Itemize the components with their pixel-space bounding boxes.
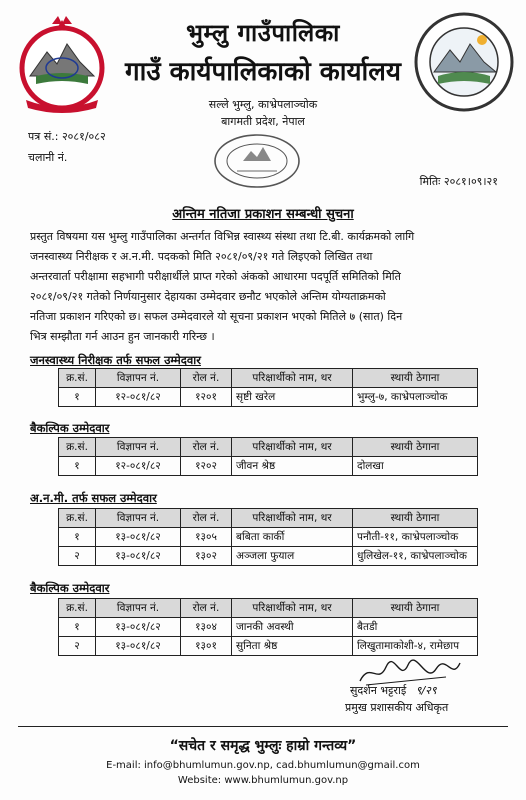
table-row xyxy=(59,528,478,547)
cell-name: अञ्जला फुयाल xyxy=(232,547,353,566)
letter-date: मितिः २०८१।०९।२१ xyxy=(419,175,498,188)
table-header-row xyxy=(59,509,478,528)
body-line: भित्र सम्झौता गर्न आउन हुन जानकारी गरिन्छ । xyxy=(30,330,215,343)
table-row xyxy=(59,457,478,476)
footer-slogan: “सचेत र समृद्ध भुम्लुः हाम्रो गन्तव्य” xyxy=(169,738,357,754)
results-table-alternate-1 xyxy=(58,437,478,476)
address-line-1: सल्ले भुम्लु, काभ्रेपलाञ्चोक xyxy=(208,98,318,111)
signatory-name xyxy=(350,683,437,698)
cell-serial: १ xyxy=(59,457,96,476)
cell-roll-no: १२०२ xyxy=(181,457,232,476)
section-heading-public-health-inspector: जनस्वास्थ्य निरीक्षक तर्फ सफल उम्मेदवार xyxy=(30,353,201,367)
cell-roll-no: १२०१ xyxy=(181,388,232,407)
section-heading-anm: अ.न.मी. तर्फ सफल उम्मेदवार xyxy=(30,491,157,505)
cell-name: जानकी अवस्थी xyxy=(232,618,353,637)
cell-address: लिखुतामाकोशी-४, रामेछाप xyxy=(353,637,478,656)
cell-address: भुम्लु-७, काभ्रेपलाञ्चोक xyxy=(353,388,478,407)
cell-address: धुलिखेल-११, काभ्रेपलाञ्चोक xyxy=(353,547,478,566)
cell-name: बबिता कार्की xyxy=(232,528,353,547)
notice-body xyxy=(30,227,498,347)
body-line: प्रस्तुत विषयमा यस भुम्लु गाउँपालिका अन्तर्गत विभिन्न स्वास्थ्य संस्था तथा टि.बी. कार्यक्रमको लागि xyxy=(30,230,415,243)
cell-roll-no: १३०४ xyxy=(181,618,232,637)
body-line: नतिजा प्रकाशन गरिएको छ। सफल उम्मेदवारले यो सूचना प्रकाशन भएको मितिले ७ (सात) दिन xyxy=(30,310,403,323)
col-roll-no: रोल नं. xyxy=(181,509,232,528)
office-stamp xyxy=(213,131,301,189)
cell-serial: २ xyxy=(59,547,96,566)
cell-advert-no: १३-०८१/८२ xyxy=(96,618,181,637)
cell-serial: १ xyxy=(59,528,96,547)
cell-advert-no: १३-०८१/८२ xyxy=(96,637,181,656)
table-header-row xyxy=(59,438,478,457)
body-line: जनस्वास्थ्य निरीक्षक र अ.न.मी. पदकको मिति २०८१/०९/२१ गते लिइएको लिखित तथा xyxy=(30,250,373,263)
section-heading-alternate-1: बैकल्पिक उम्मेदवार xyxy=(30,421,110,435)
cell-advert-no: १२-०८१/८२ xyxy=(96,388,181,407)
col-name: परिक्षार्थीको नाम, थर xyxy=(232,369,353,388)
table-row xyxy=(59,388,478,407)
cell-address: दोलखा xyxy=(353,457,478,476)
col-serial: क्र.सं. xyxy=(59,599,96,618)
cell-name: जीवन श्रेष्ठ xyxy=(232,457,353,476)
cell-address: बैतडी xyxy=(353,618,478,637)
cell-advert-no: १३-०८१/८२ xyxy=(96,528,181,547)
body-line: अन्तरवार्ता परीक्षामा सहभागी परीक्षार्थीले प्राप्त गरेको अंकको आधारमा पदपूर्ति समितिको मिति xyxy=(30,270,401,283)
col-serial: क्र.सं. xyxy=(59,509,96,528)
footer-email: E-mail: info@bhumlumun.gov.np, cad.bhumlumun@gmail.com xyxy=(106,760,420,771)
table-header-row xyxy=(59,369,478,388)
cell-name: सृष्टी खरेल xyxy=(232,388,353,407)
reference-number: पत्र सं.: २०८१/०८२ xyxy=(28,130,106,143)
cell-serial: २ xyxy=(59,637,96,656)
col-serial: क्र.सं. xyxy=(59,438,96,457)
col-advert-no: विज्ञापन नं. xyxy=(96,438,181,457)
signature-date: ९/२९ xyxy=(415,684,437,697)
results-table-alternate-2 xyxy=(58,598,478,656)
table-row xyxy=(59,618,478,637)
signatory-title: प्रमुख प्रशासकीय अधिकृत xyxy=(345,701,449,714)
office-subtitle: गाउँ कार्यपालिकाको कार्यालय xyxy=(125,57,401,87)
section-heading-alternate-2: बैकल्पिक उम्मेदवार xyxy=(30,581,110,595)
table-row xyxy=(59,547,478,566)
office-name: भुम्लु गाउँपालिका xyxy=(186,19,340,47)
cell-serial: १ xyxy=(59,388,96,407)
table-row xyxy=(59,637,478,656)
col-address: स्थायी ठेगाना xyxy=(353,509,478,528)
col-roll-no: रोल नं. xyxy=(181,599,232,618)
cell-address: पनौती-११, काभ्रेपलाञ्चोक xyxy=(353,528,478,547)
cell-advert-no: १२-०८१/८२ xyxy=(96,457,181,476)
col-advert-no: विज्ञापन नं. xyxy=(96,509,181,528)
col-name: परिक्षार्थीको नाम, थर xyxy=(232,599,353,618)
cell-roll-no: १३०१ xyxy=(181,637,232,656)
notice-title: अन्तिम नतिजा प्रकाशन सम्बन्धी सुचना xyxy=(172,207,354,222)
cell-roll-no: १३०५ xyxy=(181,528,232,547)
results-table-anm xyxy=(58,508,478,566)
cell-serial: १ xyxy=(59,618,96,637)
footer-website: Website: www.bhumlumun.gov.np xyxy=(177,775,349,786)
cell-name: सुनिता श्रेष्ठ xyxy=(232,637,353,656)
table-header-row xyxy=(59,599,478,618)
address-line-2: बागमती प्रदेश, नेपाल xyxy=(221,115,305,128)
col-name: परिक्षार्थीको नाम, थर xyxy=(232,509,353,528)
cell-roll-no: १३०२ xyxy=(181,547,232,566)
dispatch-number: चलानी नं. xyxy=(28,151,68,164)
col-address: स्थायी ठेगाना xyxy=(353,369,478,388)
signatory-name-text: सुदर्शन भट्टराई xyxy=(350,684,407,697)
col-roll-no: रोल नं. xyxy=(181,438,232,457)
footer-divider xyxy=(18,726,508,727)
col-address: स्थायी ठेगाना xyxy=(353,438,478,457)
col-address: स्थायी ठेगाना xyxy=(353,599,478,618)
col-roll-no: रोल नं. xyxy=(181,369,232,388)
cell-advert-no: १३-०८१/८२ xyxy=(96,547,181,566)
col-advert-no: विज्ञापन नं. xyxy=(96,599,181,618)
col-name: परिक्षार्थीको नाम, थर xyxy=(232,438,353,457)
body-line: २०८१/०९/२१ गतेको निर्णयानुसार देहायका उम्मेदवार छनौट भएकोले अन्तिम योग्यताक्रमको xyxy=(30,290,386,303)
col-serial: क्र.सं. xyxy=(59,369,96,388)
col-advert-no: विज्ञापन नं. xyxy=(96,369,181,388)
results-table-public-health-inspector xyxy=(58,368,478,407)
